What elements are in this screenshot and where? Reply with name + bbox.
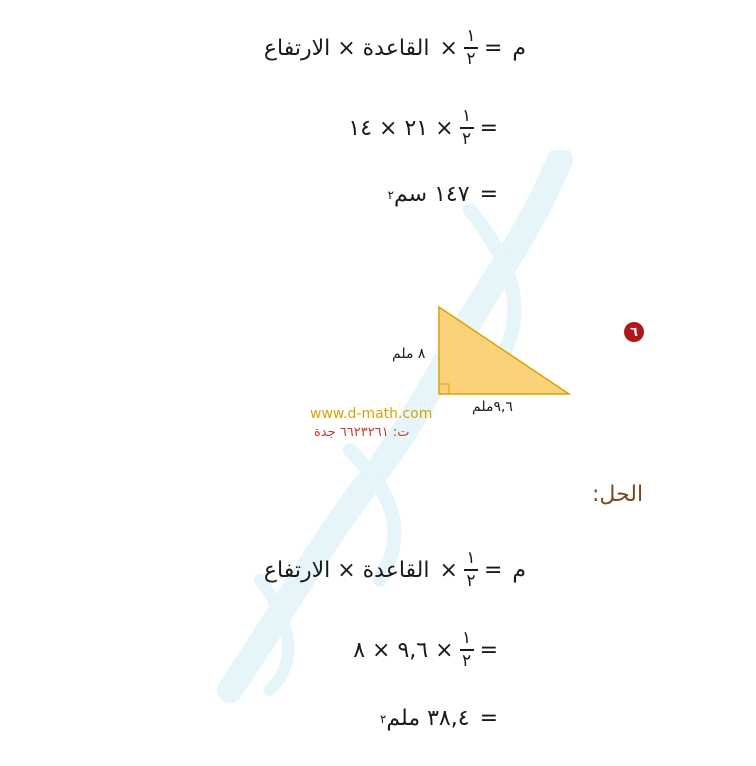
substitution-values: × ٢١ × ١٤ [348,115,454,141]
equals-sign: = [479,182,498,207]
substitution-step-2 [353,630,498,670]
one-half-fraction: $\frac{١}{٢}$ [464,550,478,590]
area-symbol: م [512,35,526,61]
equals-sign: = [479,115,498,141]
equals-sign: = [479,637,498,663]
unit-power: ٢ [379,711,387,726]
area-formula-2 [264,550,526,590]
times-sign: × [439,35,458,61]
formula-rhs: القاعدة × الارتفاع [263,35,430,61]
one-half-fraction: $\frac{١}{٢}$ [460,108,474,148]
one-half-fraction: $\frac{١}{٢}$ [460,630,474,670]
equals-sign: = [483,35,503,61]
equals-sign: = [483,557,503,583]
right-triangle-figure [436,304,576,399]
area-formula-1 [264,28,526,68]
height-label: ٨ ملم [392,346,426,362]
area-symbol: م [512,557,526,583]
phone-watermark: ت: ٦٦٢٣٢٦١ جدة [314,425,410,440]
triangle-shape [439,307,569,394]
website-watermark: www.d-math.com [310,406,433,422]
times-sign: × [439,557,458,583]
formula-rhs: القاعدة × الارتفاع [263,557,430,583]
result-value: ٣٨,٤ ملم [386,706,470,731]
substitution-step-1 [348,108,498,148]
solution-heading: الحل: [592,482,644,507]
unit-power: ٢ [387,187,395,202]
result-1 [388,182,498,207]
problem-number-badge: ٦ [624,322,644,342]
base-label: ٩,٦ملم [472,399,513,415]
one-half-fraction: $\frac{١}{٢}$ [464,28,478,68]
substitution-values: × ٩,٦ × ٨ [353,637,454,663]
result-value: ١٤٧ سم [394,182,470,207]
result-2 [380,706,498,731]
equals-sign: = [479,706,498,731]
